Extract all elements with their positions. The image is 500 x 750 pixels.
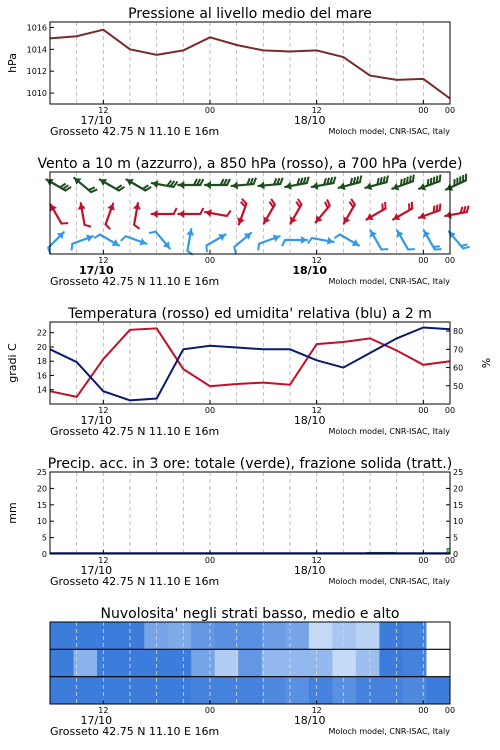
cloud-cell — [168, 649, 192, 677]
wind-barb-head — [301, 236, 307, 244]
y-axis-label: mm — [6, 502, 19, 524]
plot-frame — [50, 472, 450, 554]
y-axis-label-right: % — [480, 357, 493, 369]
y-tick-label: 20 — [36, 484, 47, 494]
plot-frame — [50, 322, 450, 404]
cloud-cell — [356, 622, 380, 650]
wind-barb-feather — [404, 178, 405, 185]
wind-barb-feather — [200, 208, 203, 214]
panel-title: Precip. acc. in 3 ore: totale (verde), frazione solida (tratt.) — [47, 456, 453, 472]
date-label: 18/10 — [293, 414, 326, 427]
x-tick-label: 00 — [444, 706, 456, 715]
wind-barb-head — [258, 181, 264, 189]
wind-barb — [392, 175, 413, 191]
wind-barb — [290, 199, 301, 224]
wind-barb-feather — [149, 232, 156, 234]
wind-barb — [365, 176, 388, 191]
cloud-cell — [356, 649, 380, 677]
wind-barb-feather — [440, 175, 441, 182]
wind-barb-feather — [410, 176, 411, 183]
cloud-cell — [238, 622, 262, 650]
wind-barb-head — [178, 210, 184, 218]
y-tick-label-right: 10 — [453, 517, 464, 527]
cloud-cell — [168, 677, 192, 705]
date-label: 17/10 — [80, 414, 113, 427]
wind-barb — [419, 204, 440, 220]
wind-barb-feather — [463, 247, 470, 249]
x-tick-label: 12 — [98, 406, 109, 415]
date-label: 17/10 — [80, 714, 113, 727]
y-tick-label: 1012 — [26, 67, 47, 77]
wind-barb — [205, 209, 231, 217]
wind-barb-feather — [334, 235, 340, 239]
wind-barb — [334, 235, 359, 246]
y-tick-label-right: 50 — [453, 381, 464, 391]
x-tick-label: 00 — [418, 706, 429, 715]
wind-barb — [423, 230, 441, 249]
panel-4 — [6, 456, 463, 588]
wind-barb — [106, 204, 115, 230]
cloud-cell — [356, 677, 380, 705]
date-label: 18/10 — [293, 714, 326, 727]
cloud-cell — [215, 649, 239, 677]
cloud-cell — [74, 622, 98, 650]
cloud-cell — [285, 622, 309, 650]
wind-barb-feather — [437, 176, 438, 183]
wind-barb — [178, 179, 203, 189]
wind-barb — [419, 175, 440, 191]
y-tick-label: 18 — [36, 357, 47, 367]
wind-barb — [258, 178, 282, 190]
date-label: 17/10 — [79, 264, 114, 277]
wind-barb — [94, 235, 119, 246]
wind-barb-feather — [407, 177, 408, 184]
x-tick-label: 00 — [418, 406, 429, 415]
wind-barb — [263, 199, 274, 224]
cloud-cell — [121, 649, 145, 677]
wind-barb-feather — [254, 178, 256, 184]
date-label: 18/10 — [292, 264, 327, 277]
cloud-cell — [285, 677, 309, 705]
cloud-cell — [168, 622, 192, 650]
y-tick-label: 1010 — [26, 89, 47, 99]
location-label: Grosseto 42.75 N 11.10 E 16m — [50, 575, 220, 588]
wind-barb — [186, 229, 194, 255]
x-tick-label: 00 — [204, 406, 216, 415]
y-tick-label: 20 — [36, 342, 47, 352]
cloud-cell — [50, 677, 74, 705]
cloud-cell — [426, 622, 450, 650]
series-line-2 — [50, 328, 450, 401]
wind-barb-feather — [401, 179, 402, 186]
panel-5 — [50, 606, 455, 738]
y-tick-label-right: 20 — [453, 484, 464, 494]
wind-barb-feather — [351, 178, 352, 185]
cloud-cell — [426, 649, 450, 677]
x-tick-label: 00 — [204, 256, 216, 265]
cloud-cell — [144, 677, 168, 705]
wind-barb-feather — [227, 211, 231, 216]
y-tick-label-right: 25 — [453, 468, 464, 477]
wind-barb — [366, 202, 385, 220]
wind-barb — [282, 236, 307, 246]
wind-barb — [78, 203, 91, 227]
wind-barb-feather — [85, 225, 91, 227]
wind-barb-feather — [413, 175, 414, 182]
wind-barb — [74, 178, 97, 192]
cloud-cell — [426, 677, 450, 705]
cloud-cell — [238, 649, 262, 677]
cloud-cell — [262, 677, 286, 705]
panel-title: Nuvolosita' negli strati basso, medio e alto — [100, 606, 400, 622]
cloud-cell — [332, 622, 356, 650]
wind-barb-feather — [121, 236, 126, 241]
x-tick-label: 12 — [98, 256, 109, 265]
x-tick-label: 00 — [204, 556, 216, 565]
wind-barb-feather — [380, 177, 381, 184]
wind-barb — [370, 230, 388, 249]
wind-barb — [445, 206, 469, 219]
x-tick-label: 00 — [444, 556, 456, 565]
location-label: Grosseto 42.75 N 11.10 E 16m — [50, 425, 220, 438]
y-tick-label: 0 — [41, 550, 47, 559]
y-axis-label: hPa — [6, 53, 19, 73]
wind-barb-feather — [434, 177, 435, 184]
cloud-cell — [50, 649, 74, 677]
panel-title: Temperatura (rosso) ed umidita' relativa (blu) a 2 m — [68, 306, 432, 322]
location-label: Grosseto 42.75 N 11.10 E 16m — [50, 725, 220, 738]
x-tick-label: 12 — [311, 706, 322, 715]
wind-barb-feather — [325, 202, 328, 208]
wind-barb — [449, 232, 470, 249]
wind-barb — [72, 235, 93, 251]
wind-barb-feather — [467, 206, 469, 212]
y-tick-label-right: 70 — [453, 345, 464, 355]
cloud-cell — [215, 622, 239, 650]
y-tick-label: 5 — [41, 533, 47, 543]
wind-barb-feather — [357, 176, 358, 183]
wind-barb-head — [178, 181, 184, 189]
wind-barb — [237, 199, 246, 225]
wind-barb — [149, 232, 170, 249]
panel-title: Vento a 10 m (azzurro), a 850 hPa (rosso), a 700 hPa (verde) — [37, 156, 463, 172]
y-tick-label: 10 — [36, 517, 47, 527]
cloud-cell — [97, 677, 121, 705]
cloud-cell — [144, 649, 168, 677]
model-credit: Moloch model, CNR-ISAC, Italy — [328, 577, 450, 586]
wind-barb — [308, 237, 334, 245]
cloud-cell — [309, 622, 333, 650]
x-tick-label: 00 — [418, 556, 429, 565]
x-tick-label: 00 — [418, 256, 429, 265]
date-label: 18/10 — [293, 114, 326, 127]
wind-barb-feather — [387, 176, 388, 183]
cloud-cell — [379, 649, 403, 677]
wind-barb-feather — [282, 240, 285, 246]
x-tick-label: 12 — [311, 406, 322, 415]
wind-barb-feather — [258, 244, 259, 251]
wind-barb — [133, 203, 141, 229]
wind-barb — [121, 236, 147, 245]
location-label: Grosseto 42.75 N 11.10 E 16m — [50, 275, 220, 288]
wind-barb-feather — [434, 206, 435, 213]
cloud-cell — [285, 649, 309, 677]
wind-barb-head — [232, 181, 238, 189]
wind-barb-feather — [134, 225, 139, 229]
model-credit: Moloch model, CNR-ISAC, Italy — [328, 127, 450, 136]
date-label: 17/10 — [80, 564, 113, 577]
panel-3 — [6, 306, 493, 438]
wind-barb — [339, 176, 362, 191]
model-credit: Moloch model, CNR-ISAC, Italy — [328, 727, 450, 736]
cloud-cell — [262, 622, 286, 650]
cloud-cell — [121, 622, 145, 650]
y-tick-label: 1016 — [26, 23, 47, 33]
wind-barb-feather — [431, 178, 432, 185]
y-tick-label-right: 80 — [453, 327, 464, 337]
wind-barb-feather — [333, 177, 335, 183]
wind-barb-feather — [94, 235, 100, 239]
wind-barb-feather — [384, 176, 385, 183]
x-tick-label: 12 — [311, 556, 322, 565]
x-tick-label: 00 — [444, 256, 456, 265]
cloud-cell — [309, 677, 333, 705]
cloud-cell — [191, 622, 215, 650]
wind-barb — [152, 208, 177, 218]
wind-barb-head — [205, 181, 211, 189]
wind-barb-feather — [327, 199, 330, 205]
panel-1 — [6, 6, 455, 138]
model-credit: Moloch model, CNR-ISAC, Italy — [328, 427, 450, 436]
wind-barb-feather — [174, 208, 177, 214]
wind-barb — [206, 234, 225, 252]
wind-barb — [397, 230, 415, 249]
wind-barb-feather — [106, 224, 111, 229]
cloud-cell — [74, 649, 98, 677]
wind-barb-feather — [308, 238, 312, 243]
cloud-cell — [50, 622, 74, 650]
series-line-1 — [50, 30, 450, 99]
x-tick-label: 12 — [311, 106, 322, 115]
x-tick-label: 00 — [444, 406, 456, 415]
wind-barb-feather — [461, 244, 468, 246]
x-tick-label: 00 — [204, 106, 216, 115]
y-axis-label: gradi C — [6, 343, 19, 383]
wind-barb-feather — [307, 177, 309, 183]
wind-barb — [393, 202, 412, 220]
x-tick-label: 12 — [98, 106, 109, 115]
y-tick-label: 25 — [36, 468, 47, 477]
y-tick-label: 14 — [36, 385, 47, 395]
wind-barb-feather — [280, 178, 282, 184]
x-tick-label: 00 — [204, 706, 216, 715]
x-tick-label: 12 — [311, 256, 322, 265]
cloud-cell — [238, 677, 262, 705]
wind-barb-head — [152, 210, 158, 218]
cloud-cell — [74, 677, 98, 705]
cloud-cell — [191, 677, 215, 705]
cloud-cell — [215, 677, 239, 705]
y-tick-label-right: 5 — [453, 533, 459, 543]
y-tick-label-right: 60 — [453, 363, 464, 373]
wind-barb-feather — [440, 204, 441, 211]
cloud-cell — [262, 649, 286, 677]
panel-2 — [37, 156, 469, 288]
wind-barb — [285, 177, 309, 190]
cloud-cell — [332, 677, 356, 705]
panel-title: Pressione al livello medio del mare — [128, 6, 372, 22]
cloud-cell — [144, 622, 168, 650]
y-tick-label-right: 15 — [453, 500, 464, 510]
y-tick-label: 1014 — [26, 45, 47, 55]
x-tick-label: 12 — [98, 706, 109, 715]
wind-barb — [312, 177, 336, 190]
cloud-cell — [379, 677, 403, 705]
wind-barb-feather — [72, 244, 73, 251]
cloud-cell — [332, 649, 356, 677]
wind-barb-feather — [234, 247, 236, 254]
wind-barb-feather — [354, 177, 355, 184]
wind-barb-feather — [360, 176, 361, 183]
x-tick-label: 00 — [418, 106, 429, 115]
y-tick-label: 22 — [36, 328, 47, 338]
y-tick-label: 15 — [36, 500, 47, 510]
wind-barb — [316, 199, 330, 222]
cloud-cell — [309, 649, 333, 677]
wind-barb-feather — [437, 205, 438, 212]
cloud-cell — [121, 677, 145, 705]
wind-barb — [48, 232, 64, 254]
x-tick-label: 00 — [444, 106, 456, 115]
wind-barb — [152, 180, 178, 188]
wind-barb — [446, 174, 466, 191]
cloud-cell — [97, 649, 121, 677]
wind-barb — [232, 178, 256, 190]
series-line-1 — [50, 328, 450, 397]
y-tick-label: 16 — [36, 371, 47, 381]
wind-barb — [205, 179, 230, 189]
cloud-cell — [379, 622, 403, 650]
date-label: 17/10 — [80, 114, 113, 127]
y-tick-label-right: 0 — [453, 550, 459, 559]
wind-barb — [258, 235, 279, 251]
wind-barb-feather — [428, 179, 429, 186]
wind-barb — [343, 199, 354, 224]
wind-barb-feather — [91, 189, 97, 192]
wind-barb-feather — [89, 187, 95, 190]
model-credit: Moloch model, CNR-ISAC, Italy — [328, 277, 450, 286]
cloud-cell — [97, 622, 121, 650]
wind-barb — [178, 208, 203, 218]
location-label: Grosseto 42.75 N 11.10 E 16m — [50, 125, 220, 138]
cloud-cell — [191, 649, 215, 677]
wind-barb-feather — [377, 178, 378, 185]
date-label: 18/10 — [293, 564, 326, 577]
wind-barb — [50, 204, 68, 223]
x-tick-label: 12 — [98, 556, 109, 565]
